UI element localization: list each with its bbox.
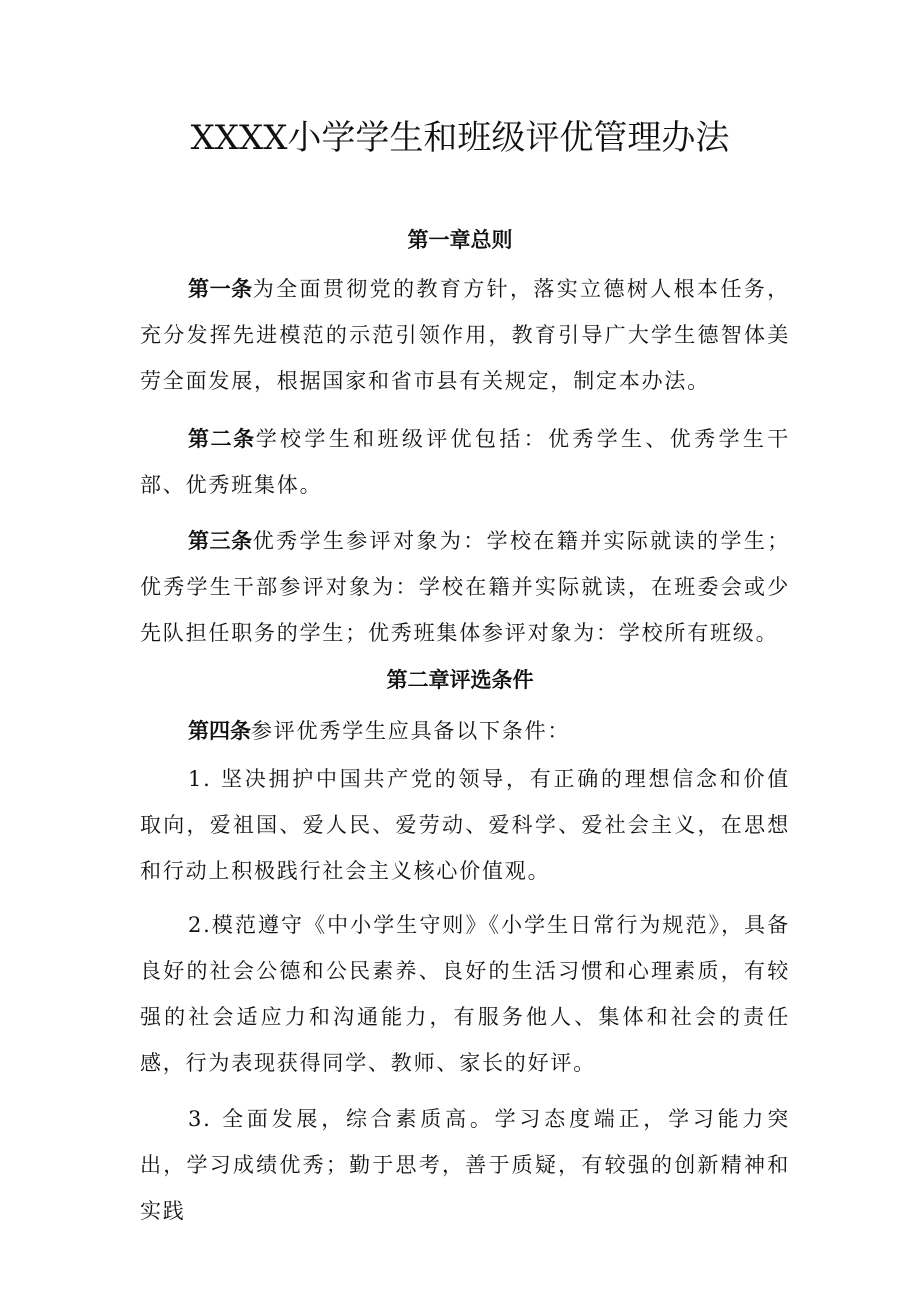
article-3-lead: 第三条 [188, 529, 253, 553]
condition-item-3: 3. 全面发展，综合素质高。学习态度端正，学习能力突出，学习成绩优秀；勤于思考，善于质疑，有较强的创新精神和实践 [140, 1107, 790, 1223]
article-3 [140, 518, 790, 656]
article-4 [140, 708, 790, 754]
document-title: XXXX小学学生和班级评优管理办法 [190, 118, 730, 158]
article-1-lead: 第一条 [188, 277, 253, 301]
article-2-lead: 第二条 [188, 427, 256, 451]
condition-item-2: 2.模范遵守《中小学生守则》《小学生日常行为规范》，具备良好的社会公德和公民素养、良好的生活习惯和心理素质，有较强的社会适应力和沟通能力，有服务他人、集体和社会的责任感，行为表现获得同学、教师、家长的好评。 [140, 913, 790, 1075]
article-3-text: 优秀学生参评对象为：学校在籍并实际就读的学生；优秀学生干部参评对象为：学校在籍并实际就读，在班委会或少先队担任职务的学生；优秀班集体参评对象为：学校所有班级。 [140, 529, 791, 645]
chapter-2-heading: 第二章评选条件 [386, 668, 534, 692]
condition-item-1: 1. 坚决拥护中国共产党的领导，有正确的理想信念和价值取向，爱祖国、爱人民、爱劳动、爱科学、爱社会主义，在思想和行动上积极践行社会主义核心价值观。 [140, 767, 790, 883]
article-2-text: 学校学生和班级评优包括：优秀学生、优秀学生干部、优秀班集体。 [140, 427, 791, 497]
article-1 [140, 266, 790, 404]
chapter-1-heading: 第一章总则 [407, 228, 513, 252]
article-4-lead: 第四条 [188, 719, 251, 743]
article-4-text: 参评优秀学生应具备以下条件： [251, 719, 571, 743]
article-1-text: 为全面贯彻党的教育方针，落实立德树人根本任务，充分发挥先进模范的示范引领作用，教育引导广大学生德智体美劳全面发展，根据国家和省市县有关规定，制定本办法。 [140, 277, 791, 393]
article-2 [140, 416, 790, 508]
